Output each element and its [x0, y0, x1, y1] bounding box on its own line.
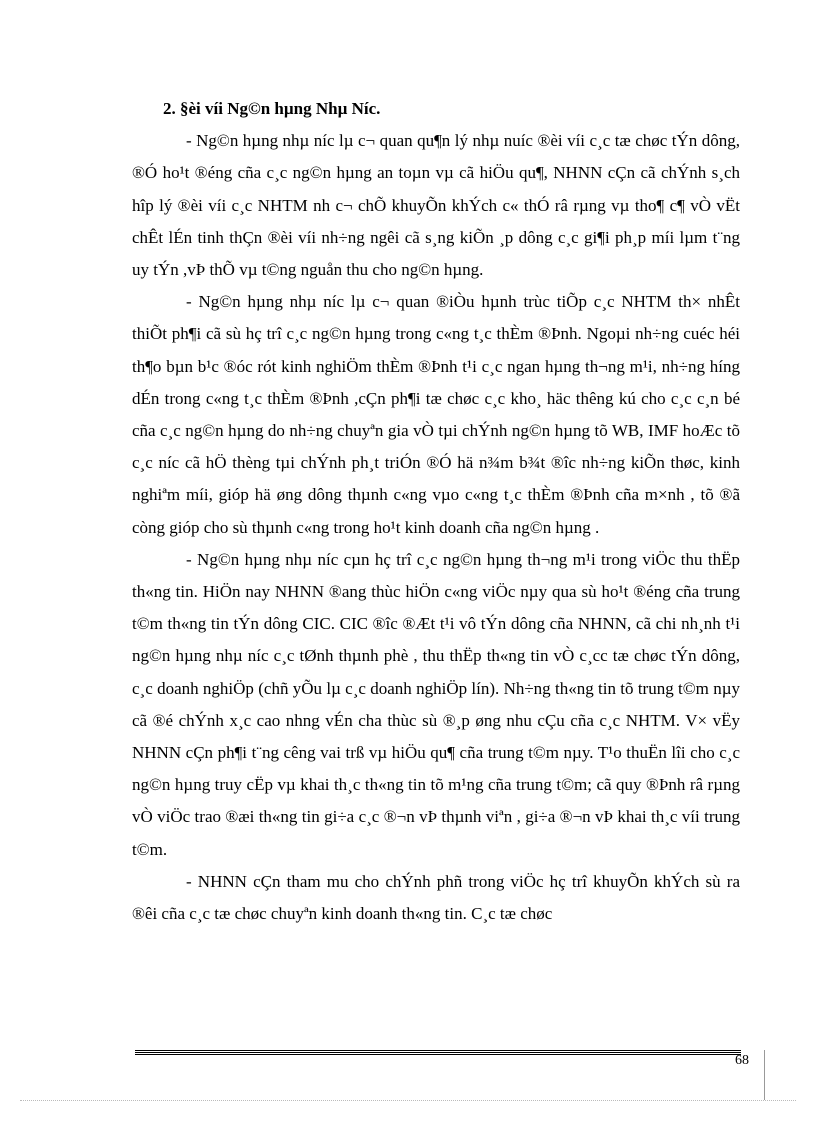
paragraph: - Ng©n hµng nhµ níc lµ c¬ quan qu¶n lý nhµ nuíc ®èi víi c¸c tæ chøc tÝn dông, ®Ó ho¹t ®éng cña c¸c ng©n hµng an toµn vµ cã hiÖu qu¶, NHNN cÇn cã chÝnh s¸ch hîp lý ®èi víi c¸c NHTM nh c¬ chÕ khuyÕn khÝch c« thÓ râ rµng vµ tho¶ c¶ vÒ vËt chÊt lÉn tinh thÇn ®èi víi nh÷ng ngêi cã s¸ng kiÕn ¸p dông c¸c gi¶i ph¸p míi lµm t¨ng uy tÝn ,vÞ thÕ vµ t©ng nguån thu cho ng©n hµng. — [132, 131, 740, 280]
body-text — [132, 93, 740, 930]
paragraph: - Ng©n hµng nhµ níc cµn hç trî c¸c ng©n hµng th¬ng m¹i trong viÖc thu thËp th«ng tin. HiÖn nay NHNN ®ang thùc hiÖn c«ng viÖc nµy qua sù ho¹t ®éng cña trung t©m th«ng tin tÝn dông CIC. CIC ®îc ®Æt t¹i vô tÝn dông cña NHNN, cã chi nh¸nh t¹i ng©n hµng nhµ níc c¸c tØnh thµnh phè , thu thËp th«ng tin vÒ c¸cc tæ chøc tÝn dông, c¸c doanh nghiÖp (chñ yÕu lµ c¸c doanh nghiÖp lín). Nh÷ng th«ng tin tõ trung t©m nµy cã ®é chÝnh x¸c cao nhng vÉn cha thùc sù ®¸p øng nhu cÇu cña c¸c NHTM. V× vËy NHNN cÇn ph¶i t¨ng cêng vai trß vµ hiÖu qu¶ cña trung t©m nµy. T¹o thuËn lîi cho c¸c ng©n hµng truy cËp vµ khai th¸c th«ng tin tõ m¹ng cña trung t©m; cã quy ®Þnh râ rµng vÒ viÖc trao ®æi th«ng tin gi÷a c¸c ®¬n vÞ thµnh viªn , gi÷a ®¬n vÞ khai th¸c víi trung t©m. — [132, 549, 740, 859]
paragraph: - NHNN cÇn tham mu cho chÝnh phñ trong viÖc hç trî khuyÕn khÝch sù ra ®êi cña c¸c tæ chøc chuyªn kinh doanh th«ng tin. C¸c tæ chøc — [132, 871, 740, 924]
paragraph: - Ng©n hµng nhµ níc lµ c¬ quan ®iÒu hµnh trùc tiÕp c¸c NHTM th× nhÊt thiÕt ph¶i cã sù hç trî c¸c ng©n hµng trong c«ng t¸c thÈm ®Þnh. Ngoµi nh÷ng cuéc héi th¶o bµn b¹c ®óc rót kinh nghiÖm thÈm ®Þnh t¹i c¸c ngan hµng th¬ng m¹i, nh÷ng híng dÉn trong c«ng t¸c thÈm ®Þnh ,cÇn ph¶i tæ chøc c¸c kho¸ häc thêng kú cho c¸c c¸n bé cña c¸c ng©n hµng do nh÷ng chuyªn gia vÒ tµi chÝnh ng©n hµng tõ WB, IMF hoÆc tõ c¸c níc cã hÖ thèng tµi chÝnh ph¸t triÓn ®Ó hä n¾m b¾t ®îc nh÷ng kiÕn thøc, kinh nghiªm míi, gióp hä øng dông thµnh c«ng vµo c«ng t¸c thÈm ®Þnh cña m×nh , tõ ®ã còng gióp cho sù thµnh c«ng trong ho¹t kinh doanh cña ng©n hµng . — [132, 292, 740, 537]
page-number: 68 — [735, 1053, 749, 1068]
section-heading: 2. §èi víi Ng©n hµng Nhµ Níc. — [163, 99, 381, 118]
footer-rule — [135, 1050, 741, 1055]
page-bottom-border — [20, 1100, 796, 1101]
